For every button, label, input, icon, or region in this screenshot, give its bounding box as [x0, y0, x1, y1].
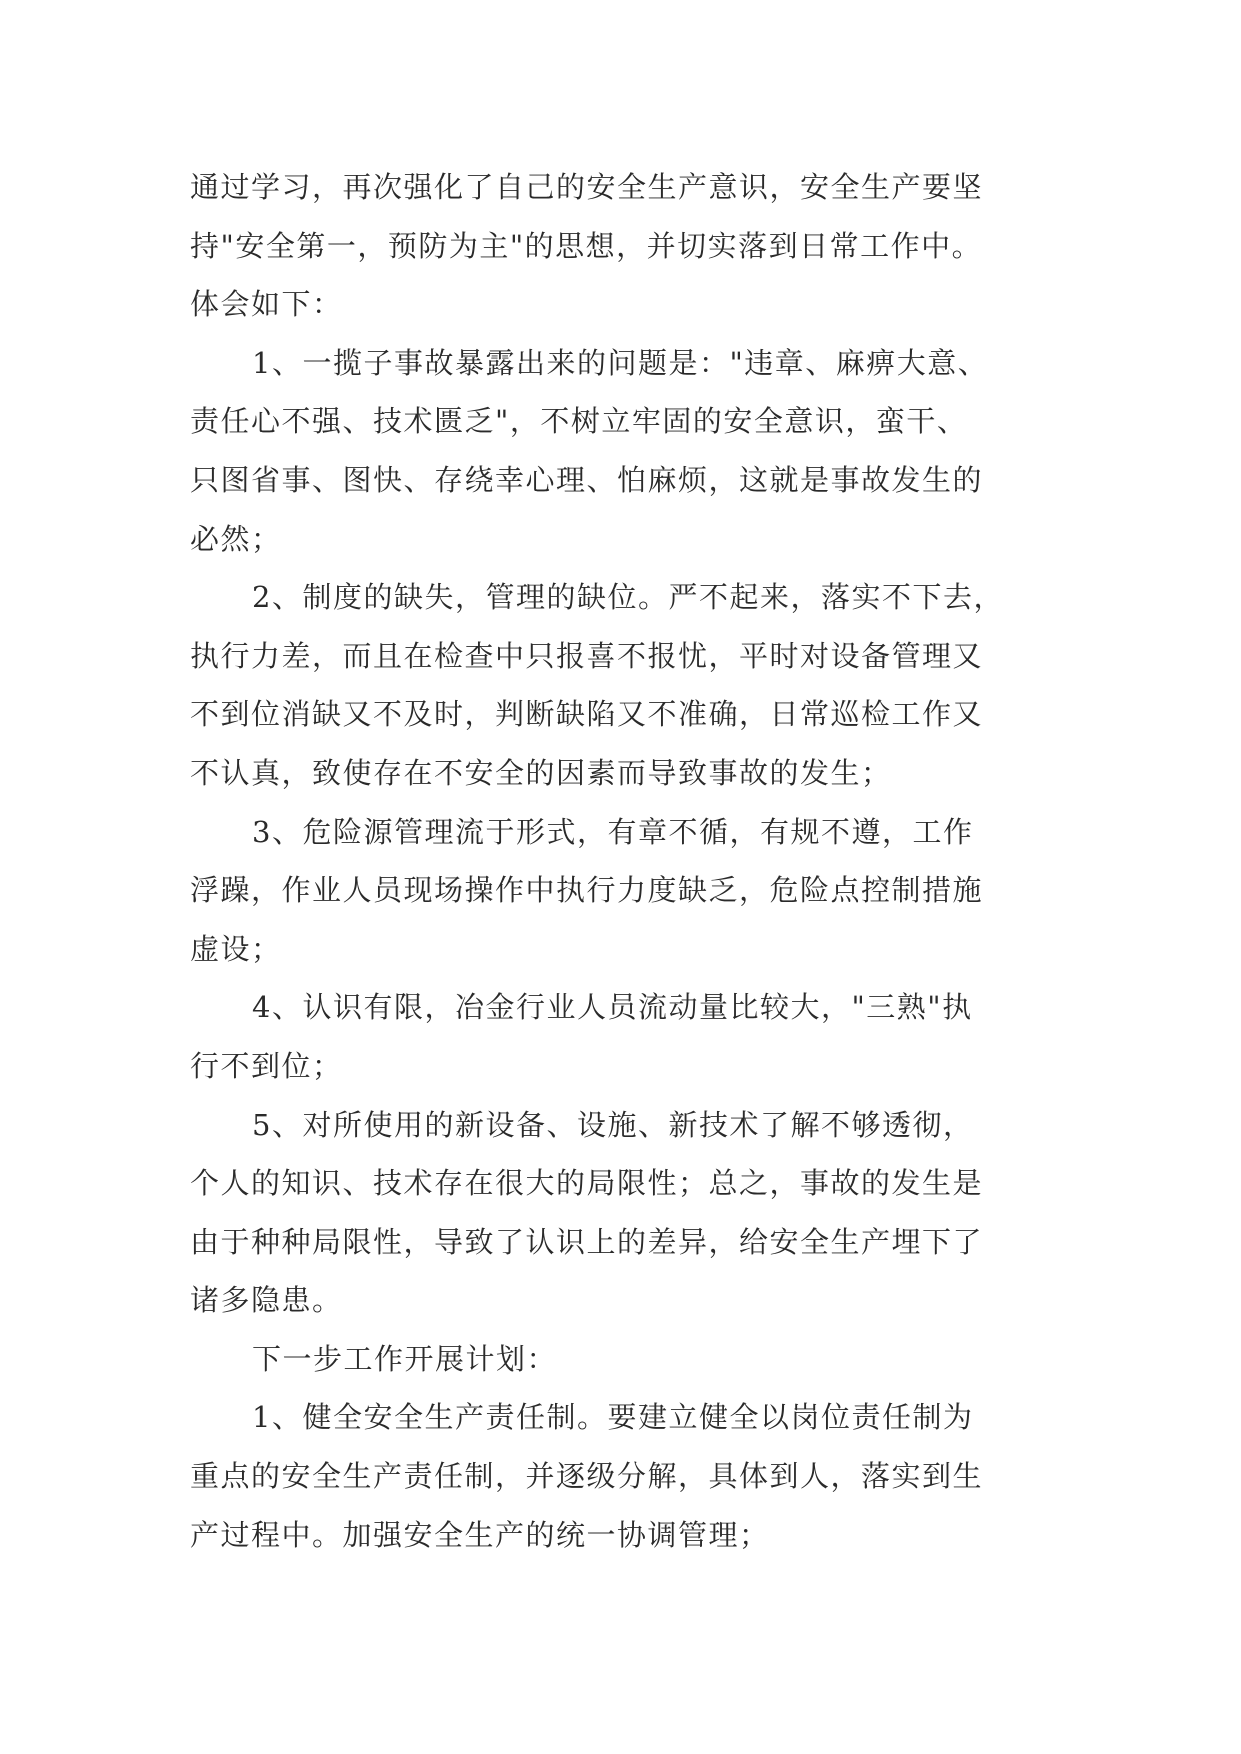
text-line: 必然； — [190, 521, 282, 556]
text-line: 诸多隐患。 — [190, 1283, 343, 1318]
text-line: 1、一揽子事故暴露出来的问题是："违章、麻痹大意、 — [252, 345, 989, 380]
text-line: 不认真，致使存在不安全的因素而导致事故的发生； — [190, 755, 892, 790]
text-line: 责任心不强、技术匮乏"，不树立牢固的安全意识，蛮干、 — [190, 404, 968, 439]
text-line: 持"安全第一，预防为主"的思想，并切实落到日常工作中。 — [190, 228, 983, 263]
text-line: 浮躁，作业人员现场操作中执行力度缺乏，危险点控制措施 — [190, 873, 984, 908]
text-line: 2、制度的缺失，管理的缺位。严不起来，落实不下去， — [252, 580, 1004, 615]
text-line: 产过程中。加强安全生产的统一协调管理； — [190, 1517, 770, 1552]
text-line: 5、对所使用的新设备、设施、新技术了解不够透彻， — [252, 1107, 974, 1142]
text-line: 体会如下： — [190, 287, 343, 322]
text-line: 执行力差，而且在检查中只报喜不报忧，平时对设备管理又 — [190, 638, 984, 673]
text-line: 个人的知识、技术存在很大的局限性；总之，事故的发生是 — [190, 1166, 984, 1201]
text-line: 3、危险源管理流于形式，有章不循，有规不遵，工作 — [252, 814, 974, 849]
text-line: 只图省事、图快、存绕幸心理、怕麻烦，这就是事故发生的 — [190, 462, 984, 497]
text-line: 不到位消缺又不及时，判断缺陷又不准确，日常巡检工作又 — [190, 697, 984, 732]
text-line: 4、认识有限，冶金行业人员流动量比较大，"三熟"执 — [252, 990, 973, 1025]
text-line: 下一步工作开展计划： — [252, 1341, 558, 1376]
text-line: 行不到位； — [190, 1048, 343, 1083]
text-line: 由于种种局限性，导致了认识上的差异，给安全生产埋下了 — [190, 1224, 984, 1259]
document-body — [190, 158, 1070, 1564]
text-line: 重点的安全生产责任制，并逐级分解，具体到人，落实到生 — [190, 1459, 984, 1494]
text-line: 虚设； — [190, 931, 282, 966]
text-line: 1、健全安全生产责任制。要建立健全以岗位责任制为 — [252, 1400, 974, 1435]
text-line: 通过学习，再次强化了自己的安全生产意识，安全生产要坚 — [190, 170, 984, 204]
